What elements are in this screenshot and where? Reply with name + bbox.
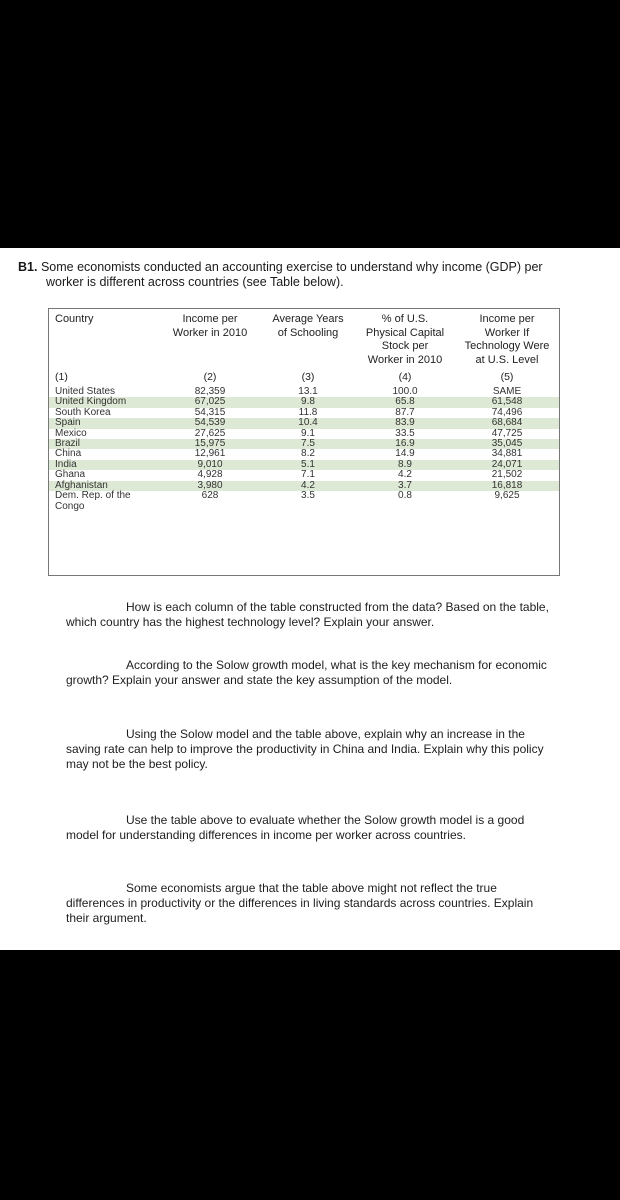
table-cell: 16,818 [491, 479, 523, 491]
header-technology [455, 313, 559, 367]
sub-question-text: their argument. [66, 911, 147, 925]
table-cell: 7.5 [301, 438, 315, 449]
header-schooling [261, 313, 355, 340]
table-cell: Ghana [55, 469, 86, 481]
table-cell: 7.1 [301, 469, 315, 481]
table-cell: 4.2 [301, 479, 315, 491]
sub-question-text: Some economists argue that the table above might not reflect the true [126, 881, 497, 895]
table-cell: 8.2 [301, 448, 315, 460]
sub-question-text: differences in productivity or the differences in living standards across countries. Explain [66, 896, 534, 910]
question-line-1 [18, 260, 610, 275]
table-cell: 24,071 [491, 458, 523, 470]
table-cell: 34,881 [491, 448, 523, 460]
table-cell: 74,496 [491, 406, 523, 418]
table-cell: 8.9 [398, 458, 412, 470]
table-cell: 3.5 [301, 490, 315, 501]
table-cell: China [55, 448, 82, 460]
table-cell: India [55, 458, 77, 470]
table-cell: 9.8 [301, 396, 315, 408]
sub-question-4 [66, 813, 596, 843]
header-line: at U.S. Level [475, 353, 539, 366]
col-number: (3) [301, 371, 315, 383]
header-line: Technology Were [464, 340, 550, 352]
table-cell: 54,539 [194, 417, 226, 429]
table-cell: 15,975 [194, 438, 226, 449]
table-cell: 14.9 [395, 448, 415, 460]
sub-question-text: Using the Solow model and the table above, explain why an increase in the [126, 727, 525, 741]
header-line: % of U.S. [381, 313, 429, 325]
header-line: of Schooling [277, 326, 339, 339]
table-cell: 9.1 [301, 427, 315, 439]
sub-question-text: model for understanding differences in income per worker across countries. [66, 828, 466, 842]
table-cell: 83.9 [395, 417, 415, 429]
table-cell: Brazil [55, 438, 81, 449]
sub-question-3 [66, 727, 596, 772]
table-cell: 27,625 [194, 427, 226, 439]
header-line: Income per [182, 313, 238, 325]
sub-question-text: growth? Explain your answer and state the key assumption of the model. [66, 673, 453, 687]
table-cell: 3,980 [197, 479, 223, 491]
table-cell: 13.1 [298, 386, 318, 397]
table-cell: 9,625 [494, 490, 520, 501]
table-cell: United Kingdom [55, 396, 127, 408]
sub-question-text: According to the Solow growth model, what is the key mechanism for economic [126, 658, 547, 672]
table-cell: 87.7 [395, 406, 415, 418]
question-text-2: worker is different across countries (see Table below). [46, 275, 344, 289]
question-heading [18, 260, 610, 290]
table-cell: 4,928 [197, 469, 223, 481]
table-cell: 628 [201, 490, 219, 501]
table-cell: 0.8 [398, 490, 412, 501]
table-cell: 4.2 [398, 469, 412, 481]
table-cell: 68,684 [491, 417, 523, 429]
question-number: B1. [18, 260, 38, 274]
header-line: Stock per [381, 340, 429, 352]
sub-question-2 [66, 658, 596, 688]
table-cell: 21,502 [491, 469, 523, 481]
table-cell: South Korea [55, 406, 111, 418]
table-cell: 11.8 [298, 406, 318, 418]
header-line: Worker If [484, 326, 530, 339]
table-cell: 3.7 [398, 479, 412, 491]
table-cell: 33.5 [395, 427, 415, 439]
header-line: Average Years [272, 313, 344, 325]
table-cell: SAME [492, 386, 522, 397]
table-cell: 9,010 [197, 458, 223, 470]
table-cell: 100.0 [392, 386, 418, 397]
table-cell: 10.4 [298, 417, 318, 429]
col-number: (1) [55, 371, 68, 383]
document-page [0, 248, 620, 950]
table-cell: Dem. Rep. of the [55, 490, 131, 501]
header-line: Worker in 2010 [367, 353, 443, 366]
table-cell: 67,025 [194, 396, 226, 408]
table-cell: 5.1 [301, 458, 315, 470]
table-cell: 54,315 [194, 406, 226, 418]
table-cell: 61,548 [491, 396, 523, 408]
header-line: Physical Capital [365, 326, 445, 339]
table-cell: United States [55, 386, 116, 397]
sub-question-text: saving rate can help to improve the productivity in China and India. Explain why this policy [66, 742, 544, 756]
sub-question-text: Use the table above to evaluate whether the Solow growth model is a good [126, 813, 525, 827]
table-cell: Afghanistan [55, 479, 108, 491]
header-income [159, 313, 261, 340]
table-cell: 82,359 [194, 386, 226, 397]
data-table [48, 308, 560, 576]
sub-question-text: which country has the highest technology level? Explain your answer. [66, 615, 435, 629]
table-cell: 35,045 [491, 438, 523, 449]
table-cell: 47,725 [491, 427, 523, 439]
header-line: Income per [479, 313, 535, 325]
question-text-1: Some economists conducted an accounting exercise to understand why income (GDP) per [40, 260, 543, 274]
col-number: (2) [203, 371, 217, 383]
table-cell: 16.9 [395, 438, 415, 449]
col-number: (5) [500, 371, 514, 383]
header-capital [355, 313, 455, 367]
header-country-line: Country [55, 313, 94, 325]
header-line: Worker in 2010 [172, 326, 248, 339]
sub-question-text: How is each column of the table constructed from the data? Based on the table, [126, 600, 549, 614]
header-country [55, 313, 155, 327]
table-cell: Spain [55, 417, 81, 429]
table-cell: 65.8 [395, 396, 415, 408]
table-row [49, 491, 559, 501]
sub-question-text: may not be the best policy. [66, 757, 208, 771]
table-cell-continuation: Congo [55, 500, 85, 512]
sub-question-5 [66, 881, 596, 926]
table-cell: 12,961 [194, 448, 226, 460]
table-cell: Mexico [55, 427, 87, 439]
col-number: (4) [398, 371, 412, 383]
sub-question-1 [66, 600, 596, 630]
